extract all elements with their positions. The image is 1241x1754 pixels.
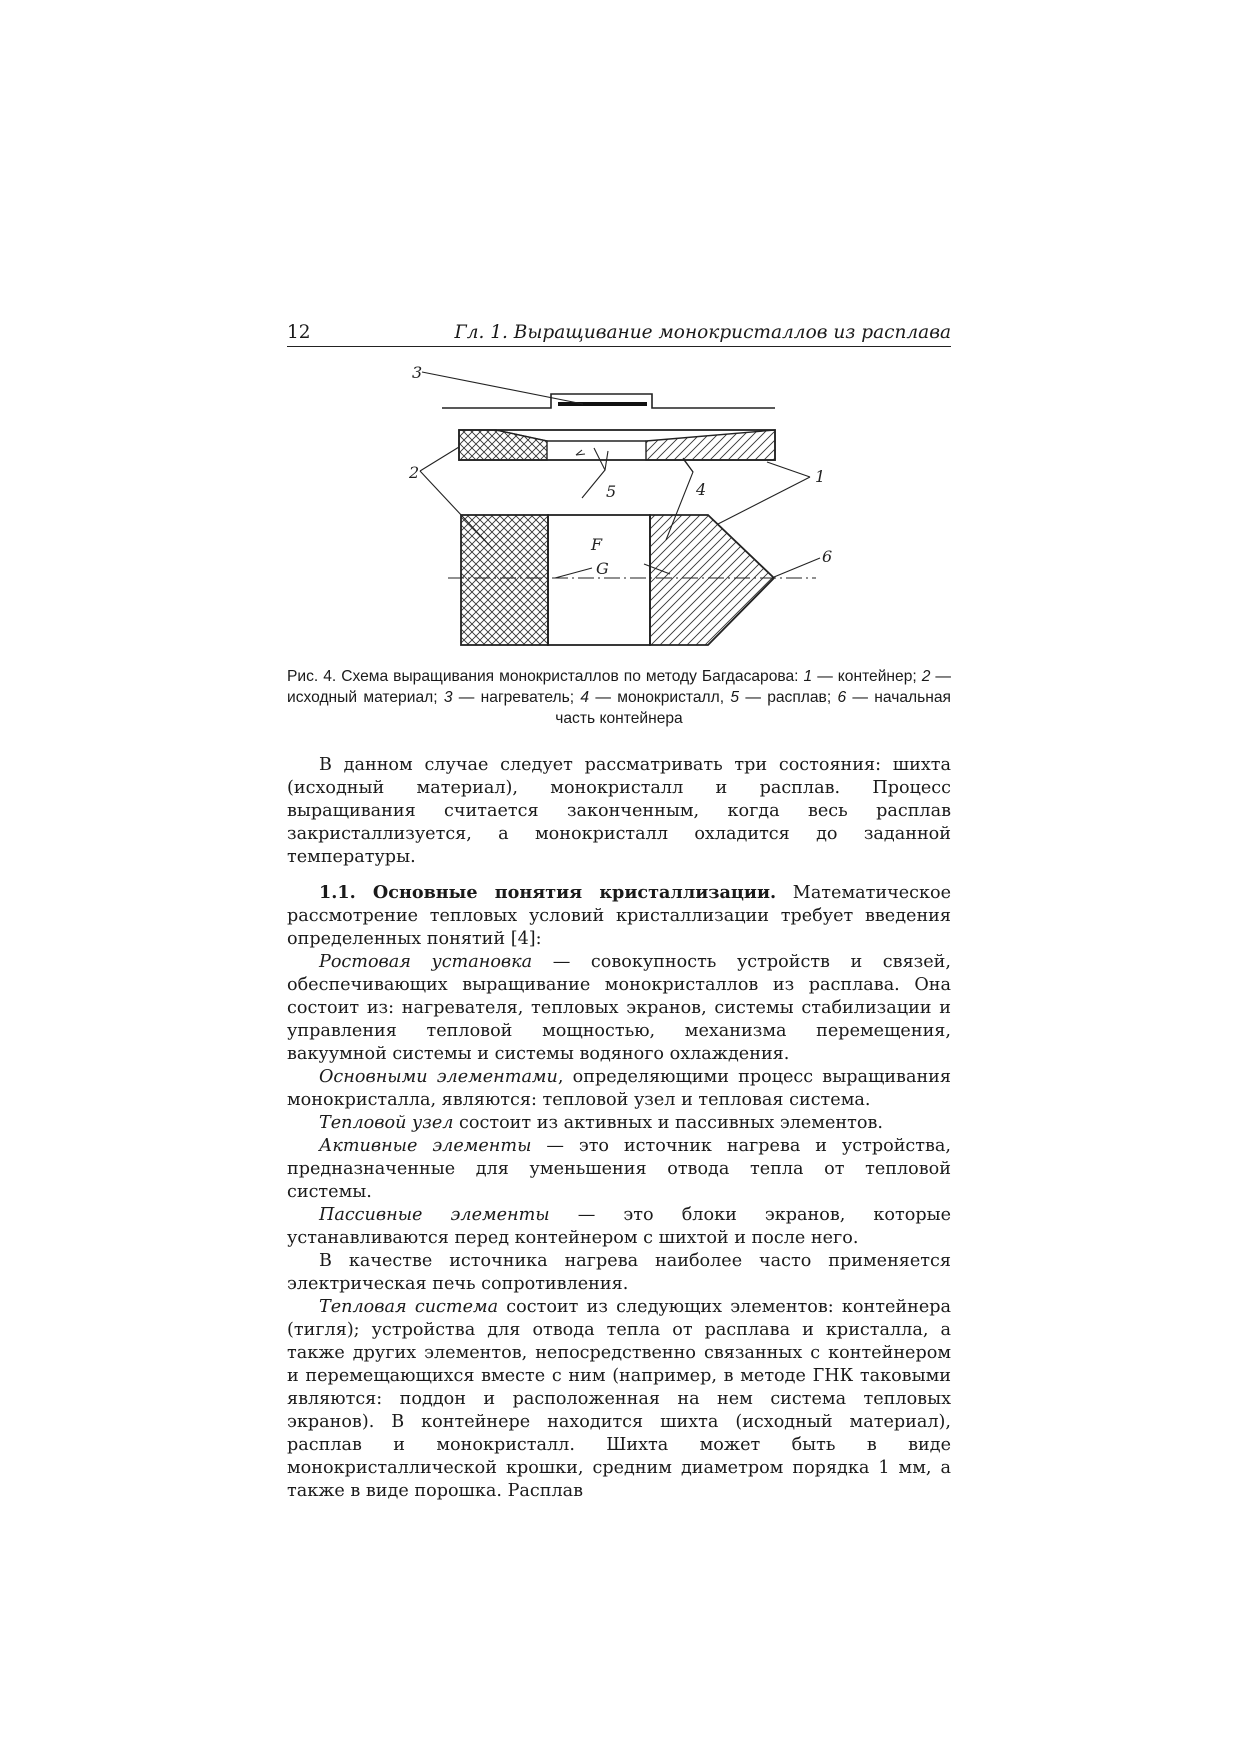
- paragraph-heat-source: В качестве источника нагрева наиболее часто применяется электрическая печь сопротивления.: [287, 1251, 951, 1294]
- label-4: 4: [696, 480, 707, 499]
- figure-caption: [287, 666, 951, 729]
- label-1: 1: [815, 467, 826, 486]
- page-number: 12: [287, 322, 311, 343]
- term-thermal-system: Тепловая система: [319, 1297, 499, 1317]
- caption-text-4: — монокристалл,: [589, 689, 731, 706]
- caption-num-4: 4: [580, 689, 590, 706]
- def-active-elements: — это источник нагрева и устройства, предназначенные для уменьшения отвода тепла от тепловой системы.: [287, 1136, 951, 1202]
- container-top-view: [459, 430, 775, 460]
- caption-text-5: — расплав;: [739, 689, 838, 706]
- paragraph-1: В данном случае следует рассматривать три состояния: шихта (исходный материал), монокристалл и расплав. Процесс выращивания считается законченным, когда весь расплав закристаллизуется, а монокристалл охладится до заданной температуры.: [287, 755, 951, 867]
- def-growth-setup: — совокупность устройств и связей, обеспечивающих выращивание монокристаллов из расплава. Она состоит из: нагревателя, тепловых экранов, системы стабилизации и управления тепловой мощностью, механизма перемещения, вакуумной системы и системы водяного охлаждения.: [287, 952, 951, 1064]
- term-active-elements: Активные элементы: [319, 1136, 532, 1156]
- figure-4-diagram: [400, 358, 840, 658]
- paragraph-main-elements: [287, 1066, 951, 1112]
- label-5: 5: [606, 482, 617, 501]
- def-passive-elements: — это блоки экранов, которые устанавливаются перед контейнером с шихтой и после него.: [287, 1205, 952, 1248]
- paragraph-growth-setup: [287, 951, 951, 1066]
- label-3: 3: [412, 363, 423, 382]
- caption-text-1: — контейнер;: [812, 668, 922, 685]
- caption-num-3: 3: [443, 689, 453, 706]
- term-passive-elements: Пассивные элементы: [319, 1205, 550, 1225]
- def-thermal-unit: состоит из активных и пассивных элементов.: [453, 1113, 883, 1133]
- term-main-elements: Основными элементами: [319, 1067, 558, 1087]
- def-main-elements: , определяющими процесс выращивания монокристалла, являются: тепловой узел и тепловая система.: [287, 1067, 951, 1110]
- section-heading: 1.1. Основные понятия кристаллизации.: [319, 882, 777, 903]
- container-side-view: [448, 515, 816, 645]
- caption-text-3: — нагреватель;: [452, 689, 581, 706]
- term-growth-setup: Ростовая установка: [319, 952, 533, 972]
- paragraph-active-elements: [287, 1135, 951, 1204]
- caption-prefix: Рис. 4. Схема выращивания монокристаллов по методу Багдасарова:: [287, 668, 799, 685]
- caption-text-6: — начальная часть контейнера: [555, 689, 951, 727]
- body-text: [287, 754, 951, 1503]
- paragraph-thermal-system: [287, 1296, 951, 1503]
- caption-num-6: 6: [837, 689, 847, 706]
- label-g: G: [596, 559, 609, 578]
- caption-num-5: 5: [730, 689, 740, 706]
- heater: [442, 394, 775, 408]
- caption-num-1: 1: [803, 668, 813, 685]
- caption-text-2: — исходный материал;: [287, 668, 951, 706]
- running-title: Гл. 1. Выращивание монокристаллов из расплава: [454, 322, 951, 343]
- label-2: 2: [409, 463, 420, 482]
- paragraph-passive-elements: [287, 1204, 951, 1250]
- section-paragraph: [287, 881, 951, 951]
- term-thermal-unit: Тепловой узел: [319, 1113, 454, 1133]
- section-intro: Математическое рассмотрение тепловых условий кристаллизации требует введения определенных понятий [4]:: [287, 883, 951, 949]
- def-thermal-system: состоит из следующих элементов: контейнера (тигля); устройства для отвода тепла от расплава и кристалла, а также других элементов, непосредственно связанных с контейнером и перемещающихся вместе с ним (например, в методе ГНК таковыми являются: поддон и расположенная на нем система тепловых экранов). В контейнере находится шихта (исходный материал), расплав и монокристалл. Шихта может быть в виде монокристаллической крошки, средним диаметром порядка 1 мм, а также в виде порошка. Расплав: [287, 1297, 951, 1501]
- paragraph-thermal-unit: [287, 1112, 951, 1135]
- label-f: F: [591, 535, 603, 554]
- caption-num-2: 2: [921, 668, 931, 685]
- running-header: [287, 320, 951, 347]
- label-6: 6: [822, 547, 833, 566]
